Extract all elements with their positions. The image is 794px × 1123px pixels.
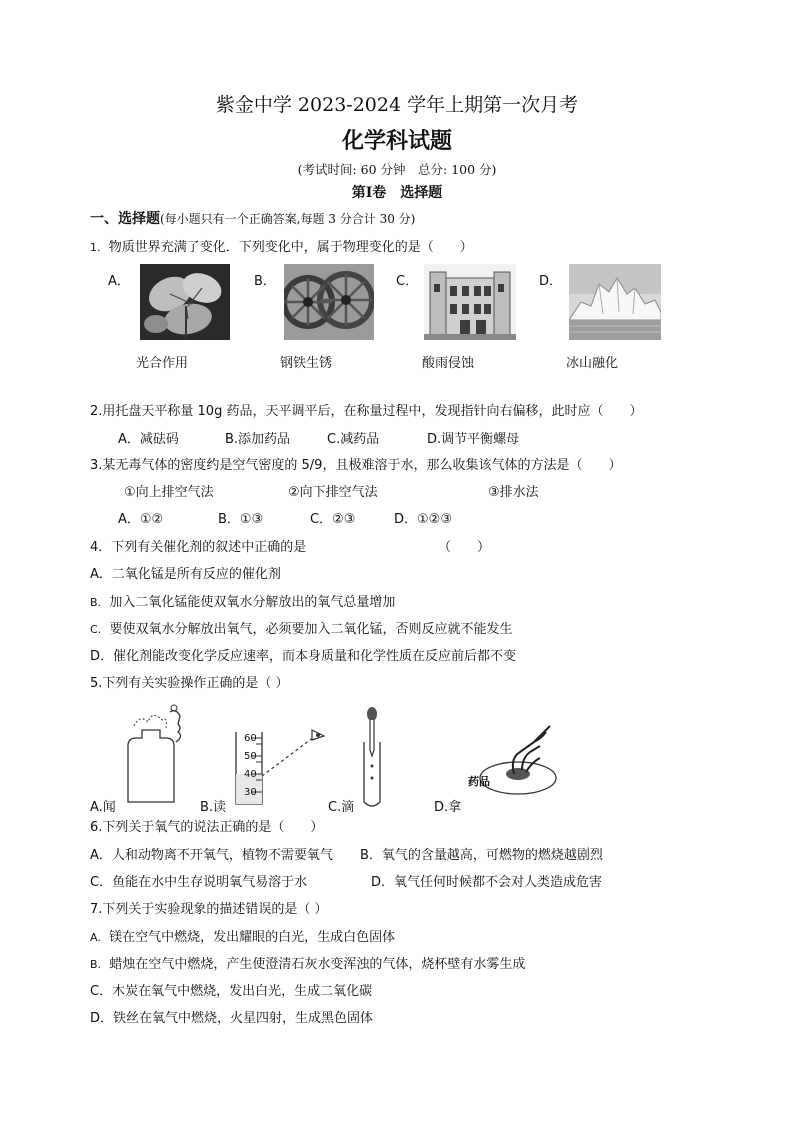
- option-letter: B.: [90, 958, 102, 971]
- option-letter: D．: [90, 1011, 114, 1026]
- q1-caption-d: 冰山融化: [566, 356, 619, 371]
- cylinder-tick-50: 50: [244, 751, 257, 762]
- q3-stem: 3.某无毒气体的密度约是空气密度的 5/9，且极难溶于水，那么收集该气体的方法是（ ）: [90, 458, 622, 473]
- q7-option-d: [90, 1007, 373, 1026]
- q3-method-2: ②向下排空气法: [288, 485, 378, 500]
- drug-label: 药品: [468, 775, 490, 788]
- q6-option-b: B．氧气的含量越高，可燃物的燃烧越剧烈: [360, 848, 603, 863]
- option-text: 二氧化锰是所有反应的催化剂: [111, 567, 281, 582]
- cylinder-tick-30: 30: [244, 787, 257, 798]
- q3-option-c: C．②③: [310, 512, 356, 527]
- volume-heading: 第Ⅰ卷 选择题: [351, 185, 443, 201]
- q3-option-a: A．①②: [118, 512, 164, 527]
- q7-option-b: [90, 953, 525, 972]
- option-letter: B.: [90, 596, 102, 609]
- option-text: 镁在空气中燃烧，发出耀眼的白光，生成白色固体: [109, 930, 396, 945]
- section-heading: [90, 208, 415, 228]
- eroded-building-photo: [424, 264, 516, 340]
- iceberg-photo: [569, 264, 661, 340]
- q1-caption-a: 光合作用: [136, 356, 189, 371]
- q2-option-b: B.添加药品: [225, 432, 291, 447]
- page-title: 化学科试题: [341, 129, 452, 154]
- q5-option-a: A.闻: [90, 800, 116, 815]
- option-text: 铁丝在氧气中燃烧，火星四射，生成黑色固体: [113, 1011, 374, 1026]
- option-text: 加入二氧化锰能使双氧水分解放出的氧气总量增加: [109, 595, 396, 610]
- option-letter: C.: [90, 623, 102, 636]
- dropper-test-tube-icon: [354, 706, 390, 810]
- option-text: 催化剂能改变化学反应速率，而本身质量和化学性质在反应前后都不变: [113, 649, 517, 664]
- q3-method-1: ①向上排空气法: [124, 485, 214, 500]
- q3-option-b: B．①③: [218, 512, 264, 527]
- q4-option-a: [90, 563, 281, 582]
- q1-option-a-letter: A．: [108, 274, 130, 289]
- option-text: 木炭在氧气中燃烧，发出白光，生成二氧化碳: [112, 984, 373, 999]
- q6-option-c: C．鱼能在水中生存说明氧气易溶于水: [90, 875, 308, 890]
- q3-option-d: D．①②③: [394, 512, 452, 527]
- q1-option-b-letter: B．: [254, 274, 276, 289]
- q4-option-c: [90, 618, 512, 637]
- option-letter: A．: [90, 567, 112, 582]
- cylinder-tick-60: 60: [244, 733, 257, 744]
- section-note: (每小题只有一个正确答案,每题 3 分合计 30 分): [160, 212, 416, 226]
- q1-option-c-letter: C．: [396, 274, 419, 289]
- q5-option-c: C.滴: [328, 800, 355, 815]
- q1-option-d-letter: D．: [539, 274, 563, 289]
- q6-stem: 6.下列关于氧气的说法正确的是（ ）: [90, 820, 324, 835]
- q7-option-c: [90, 980, 372, 999]
- school-line: 紫金中学 2023-2024 学年上期第一次月考: [215, 94, 579, 116]
- option-letter: C．: [90, 984, 113, 999]
- option-text: 蜡烛在空气中燃烧，产生使澄清石灰水变浑浊的气体，烧杯壁有水雾生成: [109, 957, 526, 972]
- q4-stem: 4．下列有关催化剂的叙述中正确的是: [90, 540, 307, 555]
- q6-option-a: A．人和动物离不开氧气，植物不需要氧气: [90, 848, 333, 863]
- option-letter: A.: [90, 931, 101, 944]
- leaves-photo: [140, 264, 230, 340]
- q7-stem: 7.下列关于实验现象的描述错误的是（ ）: [90, 902, 328, 917]
- q1-caption-b: 钢铁生锈: [280, 356, 333, 371]
- exam-info: (考试时间: 60 分钟 总分: 100 分): [297, 162, 497, 177]
- smelling-bottle-icon: [118, 702, 198, 806]
- q2-stem: 2.用托盘天平称量 10g 药品，天平调平后，在称量过程中，发现指针向右偏移，此时应（ ）: [90, 404, 643, 419]
- option-text: 要使双氧水分解放出氧气，必须要加入二氧化锰，否则反应就不能发生: [109, 622, 513, 637]
- q3-method-3: ③排水法: [488, 485, 539, 500]
- q1-number: 1.: [90, 241, 101, 254]
- q1-text: 物质世界充满了变化．下列变化中，属于物理变化的是（ ）: [108, 240, 473, 255]
- cylinder-tick-40: 40: [244, 769, 257, 780]
- q7-option-a: [90, 926, 395, 945]
- q4-option-d: [90, 645, 516, 664]
- q5-stem: 5.下列有关实验操作正确的是（ ）: [90, 676, 289, 691]
- q5-option-d: D.拿: [434, 800, 462, 815]
- q5-option-b: B.读: [200, 800, 227, 815]
- section-title: 一、选择题: [90, 211, 160, 227]
- q1-stem: [90, 236, 473, 255]
- q4-option-b: [90, 591, 395, 610]
- q2-option-d: D.调节平衡螺母: [427, 432, 520, 447]
- q6-option-d: D．氧气任何时候都不会对人类造成危害: [371, 875, 603, 890]
- q4-blank: （ ）: [438, 540, 491, 555]
- rusty-gears-photo: [284, 264, 374, 340]
- q1-caption-c: 酸雨侵蚀: [422, 356, 475, 371]
- q2-option-c: C.减药品: [327, 432, 380, 447]
- q2-option-a: A．减砝码: [118, 432, 179, 447]
- option-letter: D．: [90, 649, 114, 664]
